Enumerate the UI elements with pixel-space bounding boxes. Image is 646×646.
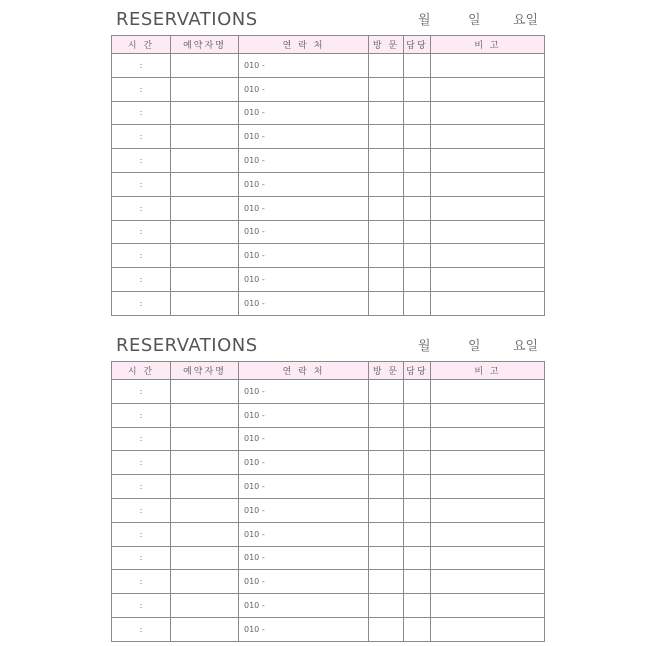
visit-cell[interactable] [369, 451, 404, 475]
staff-cell[interactable] [404, 594, 431, 618]
phone-cell[interactable]: 010 - [239, 380, 369, 404]
weekday-label: 요일 [513, 339, 539, 354]
note-cell[interactable] [431, 522, 545, 546]
staff-cell[interactable] [404, 268, 431, 292]
table-row [112, 101, 545, 125]
note-cell[interactable] [431, 172, 545, 196]
staff-cell[interactable] [404, 617, 431, 641]
table-row [112, 594, 545, 618]
column-header-staff: 담당 [404, 362, 431, 380]
sheet-title: RESERVATIONS [116, 9, 258, 30]
table-row [112, 427, 545, 451]
name-cell[interactable] [171, 244, 239, 268]
table-row [112, 196, 545, 220]
table-row [112, 403, 545, 427]
sheet-header [111, 8, 543, 35]
time-cell[interactable]: : [112, 475, 171, 499]
reservation-sheet [111, 334, 543, 642]
column-header-visit: 방 문 [369, 36, 404, 54]
name-cell[interactable] [171, 403, 239, 427]
phone-cell[interactable]: 010 - [239, 475, 369, 499]
column-header-phone: 연 락 처 [239, 362, 369, 380]
table-header-row [112, 362, 545, 380]
time-cell[interactable]: : [112, 268, 171, 292]
phone-cell[interactable]: 010 - [239, 291, 369, 315]
column-header-visit: 방 문 [369, 362, 404, 380]
phone-cell[interactable]: 010 - [239, 149, 369, 173]
phone-cell[interactable]: 010 - [239, 522, 369, 546]
table-row [112, 149, 545, 173]
note-cell[interactable] [431, 403, 545, 427]
name-cell[interactable] [171, 522, 239, 546]
time-cell[interactable]: : [112, 403, 171, 427]
day-label: 일 [468, 339, 481, 354]
reservation-table [111, 35, 545, 316]
phone-cell[interactable]: 010 - [239, 244, 369, 268]
staff-cell[interactable] [404, 291, 431, 315]
visit-cell[interactable] [369, 101, 404, 125]
column-header-staff: 담당 [404, 36, 431, 54]
phone-cell[interactable]: 010 - [239, 403, 369, 427]
table-row [112, 380, 545, 404]
name-cell[interactable] [171, 101, 239, 125]
time-cell[interactable]: : [112, 244, 171, 268]
visit-cell[interactable] [369, 196, 404, 220]
sheet-title: RESERVATIONS [116, 335, 258, 356]
visit-cell[interactable] [369, 380, 404, 404]
name-cell[interactable] [171, 149, 239, 173]
time-cell[interactable]: : [112, 172, 171, 196]
name-cell[interactable] [171, 77, 239, 101]
visit-cell[interactable] [369, 172, 404, 196]
note-cell[interactable] [431, 451, 545, 475]
note-cell[interactable] [431, 268, 545, 292]
column-header-name: 예약자명 [171, 362, 239, 380]
staff-cell[interactable] [404, 220, 431, 244]
table-row [112, 54, 545, 78]
time-cell[interactable]: : [112, 594, 171, 618]
staff-cell[interactable] [404, 427, 431, 451]
time-cell[interactable]: : [112, 101, 171, 125]
time-cell[interactable]: : [112, 291, 171, 315]
staff-cell[interactable] [404, 77, 431, 101]
visit-cell[interactable] [369, 77, 404, 101]
column-header-time: 시 간 [112, 362, 171, 380]
note-cell[interactable] [431, 546, 545, 570]
column-header-name: 예약자명 [171, 36, 239, 54]
visit-cell[interactable] [369, 475, 404, 499]
name-cell[interactable] [171, 291, 239, 315]
note-cell[interactable] [431, 125, 545, 149]
name-cell[interactable] [171, 594, 239, 618]
visit-cell[interactable] [369, 522, 404, 546]
name-cell[interactable] [171, 617, 239, 641]
staff-cell[interactable] [404, 451, 431, 475]
note-cell[interactable] [431, 617, 545, 641]
name-cell[interactable] [171, 172, 239, 196]
name-cell[interactable] [171, 570, 239, 594]
staff-cell[interactable] [404, 149, 431, 173]
staff-cell[interactable] [404, 196, 431, 220]
phone-cell[interactable]: 010 - [239, 498, 369, 522]
staff-cell[interactable] [404, 125, 431, 149]
note-cell[interactable] [431, 54, 545, 78]
note-cell[interactable] [431, 149, 545, 173]
phone-cell[interactable]: 010 - [239, 101, 369, 125]
visit-cell[interactable] [369, 220, 404, 244]
note-cell[interactable] [431, 475, 545, 499]
note-cell[interactable] [431, 244, 545, 268]
phone-cell[interactable]: 010 - [239, 196, 369, 220]
table-row [112, 172, 545, 196]
table-row [112, 617, 545, 641]
time-cell[interactable]: : [112, 570, 171, 594]
time-cell[interactable]: : [112, 522, 171, 546]
time-cell[interactable]: : [112, 125, 171, 149]
staff-cell[interactable] [404, 380, 431, 404]
note-cell[interactable] [431, 291, 545, 315]
note-cell[interactable] [431, 101, 545, 125]
note-cell[interactable] [431, 196, 545, 220]
time-cell[interactable]: : [112, 427, 171, 451]
name-cell[interactable] [171, 268, 239, 292]
weekday-label: 요일 [513, 13, 539, 28]
name-cell[interactable] [171, 380, 239, 404]
reservation-table [111, 361, 545, 642]
table-row [112, 451, 545, 475]
name-cell[interactable] [171, 196, 239, 220]
table-header-row [112, 36, 545, 54]
phone-cell[interactable]: 010 - [239, 54, 369, 78]
visit-cell[interactable] [369, 403, 404, 427]
month-label: 월 [418, 339, 431, 354]
visit-cell[interactable] [369, 546, 404, 570]
staff-cell[interactable] [404, 54, 431, 78]
note-cell[interactable] [431, 77, 545, 101]
table-row [112, 570, 545, 594]
note-cell[interactable] [431, 498, 545, 522]
table-row [112, 220, 545, 244]
name-cell[interactable] [171, 54, 239, 78]
phone-cell[interactable]: 010 - [239, 268, 369, 292]
staff-cell[interactable] [404, 244, 431, 268]
note-cell[interactable] [431, 570, 545, 594]
column-header-time: 시 간 [112, 36, 171, 54]
visit-cell[interactable] [369, 617, 404, 641]
note-cell[interactable] [431, 380, 545, 404]
phone-cell[interactable]: 010 - [239, 427, 369, 451]
name-cell[interactable] [171, 125, 239, 149]
name-cell[interactable] [171, 451, 239, 475]
staff-cell[interactable] [404, 498, 431, 522]
phone-cell[interactable]: 010 - [239, 546, 369, 570]
sheet-header [111, 334, 543, 361]
visit-cell[interactable] [369, 149, 404, 173]
visit-cell[interactable] [369, 54, 404, 78]
note-cell[interactable] [431, 220, 545, 244]
staff-cell[interactable] [404, 101, 431, 125]
table-row [112, 268, 545, 292]
phone-cell[interactable]: 010 - [239, 77, 369, 101]
visit-cell[interactable] [369, 291, 404, 315]
table-row [112, 244, 545, 268]
visit-cell[interactable] [369, 244, 404, 268]
name-cell[interactable] [171, 220, 239, 244]
note-cell[interactable] [431, 594, 545, 618]
table-row [112, 77, 545, 101]
phone-cell[interactable]: 010 - [239, 570, 369, 594]
table-row [112, 291, 545, 315]
column-header-note: 비 고 [431, 362, 545, 380]
phone-cell[interactable]: 010 - [239, 220, 369, 244]
staff-cell[interactable] [404, 172, 431, 196]
staff-cell[interactable] [404, 403, 431, 427]
time-cell[interactable]: : [112, 149, 171, 173]
staff-cell[interactable] [404, 475, 431, 499]
name-cell[interactable] [171, 498, 239, 522]
table-row [112, 498, 545, 522]
time-cell[interactable]: : [112, 196, 171, 220]
staff-cell[interactable] [404, 522, 431, 546]
table-row [112, 125, 545, 149]
time-cell[interactable]: : [112, 498, 171, 522]
visit-cell[interactable] [369, 570, 404, 594]
reservation-sheet [111, 8, 543, 316]
table-row [112, 546, 545, 570]
visit-cell[interactable] [369, 125, 404, 149]
time-cell[interactable]: : [112, 77, 171, 101]
column-header-phone: 연 락 처 [239, 36, 369, 54]
time-cell[interactable]: : [112, 617, 171, 641]
month-label: 월 [418, 13, 431, 28]
time-cell[interactable]: : [112, 451, 171, 475]
phone-cell[interactable]: 010 - [239, 451, 369, 475]
visit-cell[interactable] [369, 427, 404, 451]
name-cell[interactable] [171, 475, 239, 499]
time-cell[interactable]: : [112, 380, 171, 404]
phone-cell[interactable]: 010 - [239, 125, 369, 149]
visit-cell[interactable] [369, 268, 404, 292]
phone-cell[interactable]: 010 - [239, 617, 369, 641]
table-row [112, 475, 545, 499]
day-label: 일 [468, 13, 481, 28]
staff-cell[interactable] [404, 546, 431, 570]
staff-cell[interactable] [404, 570, 431, 594]
time-cell[interactable]: : [112, 546, 171, 570]
visit-cell[interactable] [369, 594, 404, 618]
name-cell[interactable] [171, 427, 239, 451]
name-cell[interactable] [171, 546, 239, 570]
time-cell[interactable]: : [112, 220, 171, 244]
phone-cell[interactable]: 010 - [239, 172, 369, 196]
time-cell[interactable]: : [112, 54, 171, 78]
table-row [112, 522, 545, 546]
column-header-note: 비 고 [431, 36, 545, 54]
phone-cell[interactable]: 010 - [239, 594, 369, 618]
note-cell[interactable] [431, 427, 545, 451]
visit-cell[interactable] [369, 498, 404, 522]
